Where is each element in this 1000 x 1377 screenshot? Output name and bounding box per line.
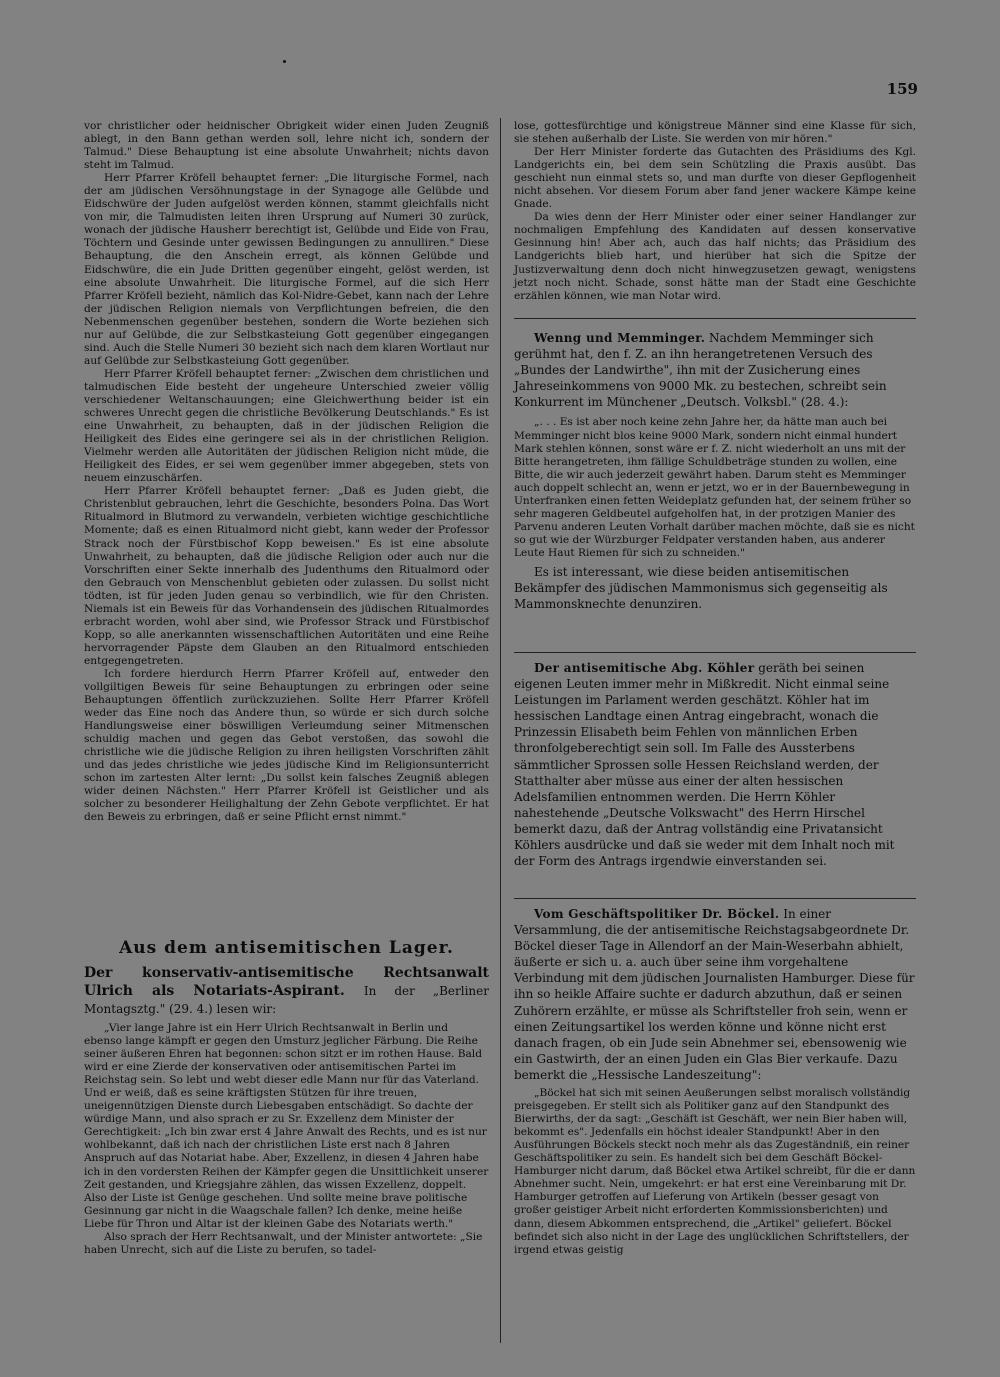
paragraph: Der Herr Minister forderte das Gutachten des Präsidiums des Kgl. Landgerichts ein, bei dem sein Schützling die Praxis ausübt. Das geschieht nun einmal stets so, und man durfte von dieser Gepflogenheit nicht absehen. Vor diesem Forum aber fand jener wackere Kämpe keine Gnade. [514,146,916,211]
article-boeckel [514,906,916,1257]
article-text: geräth bei seinen eigenen Leuten immer mehr in Mißkredit. Nicht einmal seine Leistungen im Parlament werden geschätzt. Köhler hat im hessischen Landtage einen Antrag eingebracht, wonach die Prinzessin Elisabeth beim Fehlen von männlichen Erben thronfolgeberechtigt sein soll. Im Falle des Aussterbens sämmtlicher Sprossen solle Hessen Reichsland werden, der Statthalter aber müsse aus einer der alten hessischen Adelsfamilien entnommen werden. Die Herrn Köhler nahestehende „Deutsche Volkswacht" des Herrn Hirschel bemerkt dazu, daß der Antrag vollständig eine Privatansicht Köhlers ausdrücke und daß sie weder mit dem Inhalt noch mit der Form des Antrags irgendwie einverstanden sei. [514,661,895,869]
article-lead: In der „Berliner Montagsztg." (29. 4.) lesen wir: [84,984,489,1016]
paragraph: Herr Pfarrer Kröfell behauptet ferner: „Zwischen dem christlichen und talmudischen Eide besteht der ungeheure Unterschied zweier völlig verschiedener Weltanschauungen; eine Gleichwerthung beider ist ein schweres Unrecht gegen die christliche Bevölkerung Deutschlands." Es ist eine Unwahrheit, zu behaupten, daß in der jüdischen Religion die Heiligkeit des Eides eine geringere sei als in der christlichen Religion. Vielmehr werden alle Autoritäten der jüdischen Religion nicht müde, die Heiligkeit des Eides, er sei wem gegenüber immer abgegeben, stets von neuem einzuschärfen. [84,367,489,485]
article-heading: Der antisemitische Abg. Köhler [534,661,755,675]
article-title [84,964,489,1018]
quote [514,1087,916,1257]
article-wenng [514,330,916,612]
paragraph: Ich fordere hierdurch Herrn Pfarrer Kröfell auf, entweder den vollgiltigen Beweis für seine Behauptungen zu erbringen oder seine Behauptungen öffentlich zurückzuziehen. Sollte Herr Pfarrer Kröfell weder das Eine noch das Andere thun, so würde er sich durch solche Handlungsweise einer böswilligen Verleumdung seiner Mitmenschen schuldig machen und gegen das Gebot verstoßen, das sowohl die christliche wie die jüdische Religion zu ihren heiligsten Vorschriften zählt und das jedes christliche wie jedes jüdische Kind im Religionsunterricht schon im zartesten Alter lernt: „Du sollst kein falsches Zeugniß ablegen wider deinen Nächsten." Herr Pfarrer Kröfell ist Geistlicher und als solcher zu besonderer Heilighaltung der Zehn Gebote verpflichtet. Er hat den Beweis zu erbringen, daß er seine Pflicht ernst nimmt." [84,667,489,824]
right-column-top [514,120,916,303]
paragraph: lose, gottesfürchtige und königstreue Männer sind eine Klasse für sich, sie stehen außerhalb der Liste. Sie werden von mir hören." [514,120,916,146]
paragraph: Da wies denn der Herr Minister oder einer seiner Handlanger zur nochmaligen Empfehlung des Kandidaten auf dessen konservative Gesinnung hin! Aber ach, auch das half nichts; das Präsidium des Landgerichts blieb hart, und hierüber hat sich die Spitze der Justizverwaltung denn doch nicht hinwegzusetzen gewagt, wenigstens jetzt noch nicht. Schade, sonst hätte man der Stadt eine Geschichte erzählen können, wie man Notar wird. [514,211,916,302]
paragraph: Also sprach der Herr Rechtsanwalt, und der Minister antwortete: „Sie haben Unrecht, sich auf die Liste zu berufen, so tadel- [84,1230,483,1256]
column-divider [500,118,501,1343]
section-block [84,938,489,1257]
paragraph [514,330,916,410]
article-heading: Der konservativ-antisemitische Rechtsanwalt Ulrich als Notariats-Aspirant. [84,965,489,999]
section-rule [514,318,916,319]
paragraph [514,906,916,1083]
section-title: Aus dem antisemitischen Lager. [119,938,454,958]
left-column [84,120,489,825]
paragraph: „Böckel hat sich mit seinen Aeußerungen selbst moralisch vollständig preisgegeben. Er stellt sich als Politiker ganz auf den Standpunkt des Bierwirths, der da sagt: „Geschäft ist Geschäft, wer nein Bier haben will, bekommt es". Jedenfalls ein höchst idealer Standpunkt! Aber in den Ausführungen Böckels steckt noch mehr als das Zugeständniß, ein reiner Geschäftspolitiker zu sein. Es handelt sich bei dem Geschäft Böckel-Hamburger nicht darum, daß Böckel etwa Artikel schreibt, für die er dann Abnehmer sucht. Nein, umgekehrt: er hat erst eine Vereinbarung mit Dr. Hamburger getroffen auf Lieferung von Artikeln (besser gesagt von großer geistiger Arbeit nicht erforderten Kommissionsberichten) und dann, diesem Abkommen entsprechend, die „Artikel" geliefert. Böckel befindet sich also nicht in der Lage des unglücklichen Schriftstellers, der irgend etwas geistig [514,1087,916,1256]
paragraph: Herr Pfarrer Kröfell behauptet ferner: „Die liturgische Formel, nach der am jüdischen Versöhnungstage in der Synagoge alle Gelübde und Eidschwüre der Juden aufgelöst werden können, stammt gleichfalls nicht von mir, die Talmudisten leiten ihren Ursprung auf Numeri 30 zurück, wonach der jüdische Hausherr berechtigt ist, Gelübde und Eide von Frau, Töchtern und Gesinde unter gewissen Bedingungen zu annulliren." Diese Behauptung, die den Anschein erregt, als können Gelübde und Eidschwüre, die ein Jude Dritten gegenüber eingeht, gelöst werden, ist eine absolute Unwahrheit. Die liturgische Formel, auf die sich Herr Pfarrer Kröfell bezieht, nämlich das Kol-Nidre-Gebet, kann nach der Lehre der jüdischen Religion niemals von Verpflichtungen befreien, die den Nebenmenschen gegenüber bestehen, sondern die Worte beziehen sich nur auf Gelübde, die zur Selbstkasteiung Gott gegenüber eingegangen sind. Auch die Stelle Numeri 30 bezieht sich nach dem klaren Wortlaut nur auf Gelübde zur Selbstkasteiung Gott gegenüber. [84,172,489,367]
article-heading: Wenng und Memminger. [534,331,706,345]
paragraph: Herr Pfarrer Kröfell behauptet ferner: „Daß es Juden giebt, die Christenblut gebrauchen, lehrt die Geschichte, besonders Polna. Das Wort Ritualmord in Blutmord zu verwandeln, verbieten wichtige geschichtliche Momente; daß es einen Ritualmord nicht giebt, kann weder der Professor Strack noch der Fürstbischof Kopp beweisen." Es ist eine absolute Unwahrheit, zu behaupten, daß die jüdische Religion oder auch nur die Vorschriften einer Sekte innerhalb des Judenthums den Ritualmord oder den Gebrauch von Menschenblut gebieten oder zulassen. Du sollst nicht tödten, ist für jeden Juden genau so verbindlich, wie für den Christen. Niemals ist ein Beweis für das Vorhandensein des jüdischen Ritualmordes erbracht worden, wohl aber sind, wie Professor Strack und Fürstbischof Kopp, so alle anerkannten wissenschaftlichen Autoritäten und eine Reihe hervorragender Päpste dem Glauben an den Ritualmord entschieden entgegengetreten. [84,485,489,667]
paragraph: „Vier lange Jahre ist ein Herr Ulrich Rechtsanwalt in Berlin und ebenso lange kämpft er gegen den Umsturz jeglicher Färbung. Die Reihe seiner äußeren Ehren hat begonnen: schon sitzt er im rothen Hause. Bald wird er eine Zierde der konservativen oder antisemitischen Partei im Reichstag sein. So lebt und webt dieser edle Mann nur für das Vaterland. Und er weiß, daß es seine kräftigsten Stützen für ihre treuen, uneigennützigen Dienste durch Liebesgaben entschädigt. So dachte der würdige Mann, und also sprach er zu Sr. Exzellenz dem Minister der Gerechtigkeit: „Ich bin zwar erst 4 Jahre Anwalt des Rechts, und es ist nur wohlbekannt, daß ich nach der christlichen Liste erst nach 8 Jahren Anspruch auf das Notariat habe. Aber, Exzellenz, in diesen 4 Jahren habe ich in den vordersten Reihen der Kämpfer gegen die Unsittlichkeit unserer Zeit gestanden, und Kriegsjahre zählen, das wissen Exzellenz, doppelt. Also der Liste ist Genüge geschehen. Und sollte meine brave politische Gesinnung gar nicht in die Waagschale fallen? Ich denke, meine heiße Liebe für Thron und Altar ist der kleinen Gabe des Notariats werth." [84,1022,489,1230]
paragraph: „. . . Es ist aber noch keine zehn Jahre her, da hätte man auch bei Memminger nicht blos keine 9000 Mark, sondern nicht einmal hundert Mark stehlen können, sonst wäre er f. Z. nicht wiederholt an uns mit der Bitte herangetreten, ihm fällige Schuldbeträge stunden zu wollen, eine Bitte, die wir auch jederzeit gewährt haben. Darum steht es Memminger auch doppelt schlecht an, wenn er jetzt, wo er in der Bauernbewegung in Unterfranken einen fetten Weideplatz gefunden hat, der seinem früher so sehr mageren Geldbeutel aufgeholfen hat, in der protzigen Manier des Parvenu anderen Leuten Vorhalt darüber machen möchte, daß sie es nicht so gut wie der Würzburger Feldpater verstanden haben, aus anderer Leute Haut Riemen für sich zu schneiden." [514,416,915,559]
article-heading: Vom Geschäftspolitiker Dr. Böckel. [534,907,780,921]
section-rule [514,652,916,653]
section-rule [514,898,916,899]
page-number: 159 [886,80,918,98]
paragraph [514,660,916,869]
article-text: In einer Versammlung, die der antisemitische Reichstagsabgeordnete Dr. Böckel dieser Tage in Allendorf an der Main-Weserbahn abhielt, äußerte er sich u. a. auch über seine ihm vorgehaltene Verbindung mit dem jüdischen Journalisten Hamburger. Diese für ihn so heikle Affaire suchte er dadurch abzuthun, daß er seinen Zuhörern erzählte, er müsse als Schriftsteller froh sein, wenn er einen Zeitungsartikel los werden könne und könne nicht erst danach fragen, ob ein Jude sein Abnehmer sei, ebensowenig wie ein Gastwirth, der an einen Juden ein Glas Bier verkaufe. Dazu bemerkt die „Hessische Landeszeitung": [514,907,915,1082]
article-body [84,1022,489,1257]
print-speck [283,60,286,63]
paragraph: Es ist interessant, wie diese beiden antisemitischen Bekämpfer des jüdischen Mammonismus sich gegenseitig als Mammonsknechte denunziren. [514,564,888,612]
article-text: Nachdem Memminger sich gerühmt hat, den f. Z. an ihn herangetretenen Versuch des „Bundes der Landwirthe", ihn mit der Zusicherung eines Jahreseinkommens von 9000 Mk. zu bestechen, schreibt sein Konkurrent im Münchener „Deutsch. Volksbl." (28. 4.): [514,331,887,410]
paragraph: vor christlicher oder heidnischer Obrigkeit wider einen Juden Zeugniß ablegt, in den Bann gethan werden soll, lehre nicht ich, sondern der Talmud." Diese Behauptung ist eine absolute Unwahrheit; nichts davon steht im Talmud. [84,120,489,172]
article-koehler [514,660,916,869]
quote [514,416,916,560]
